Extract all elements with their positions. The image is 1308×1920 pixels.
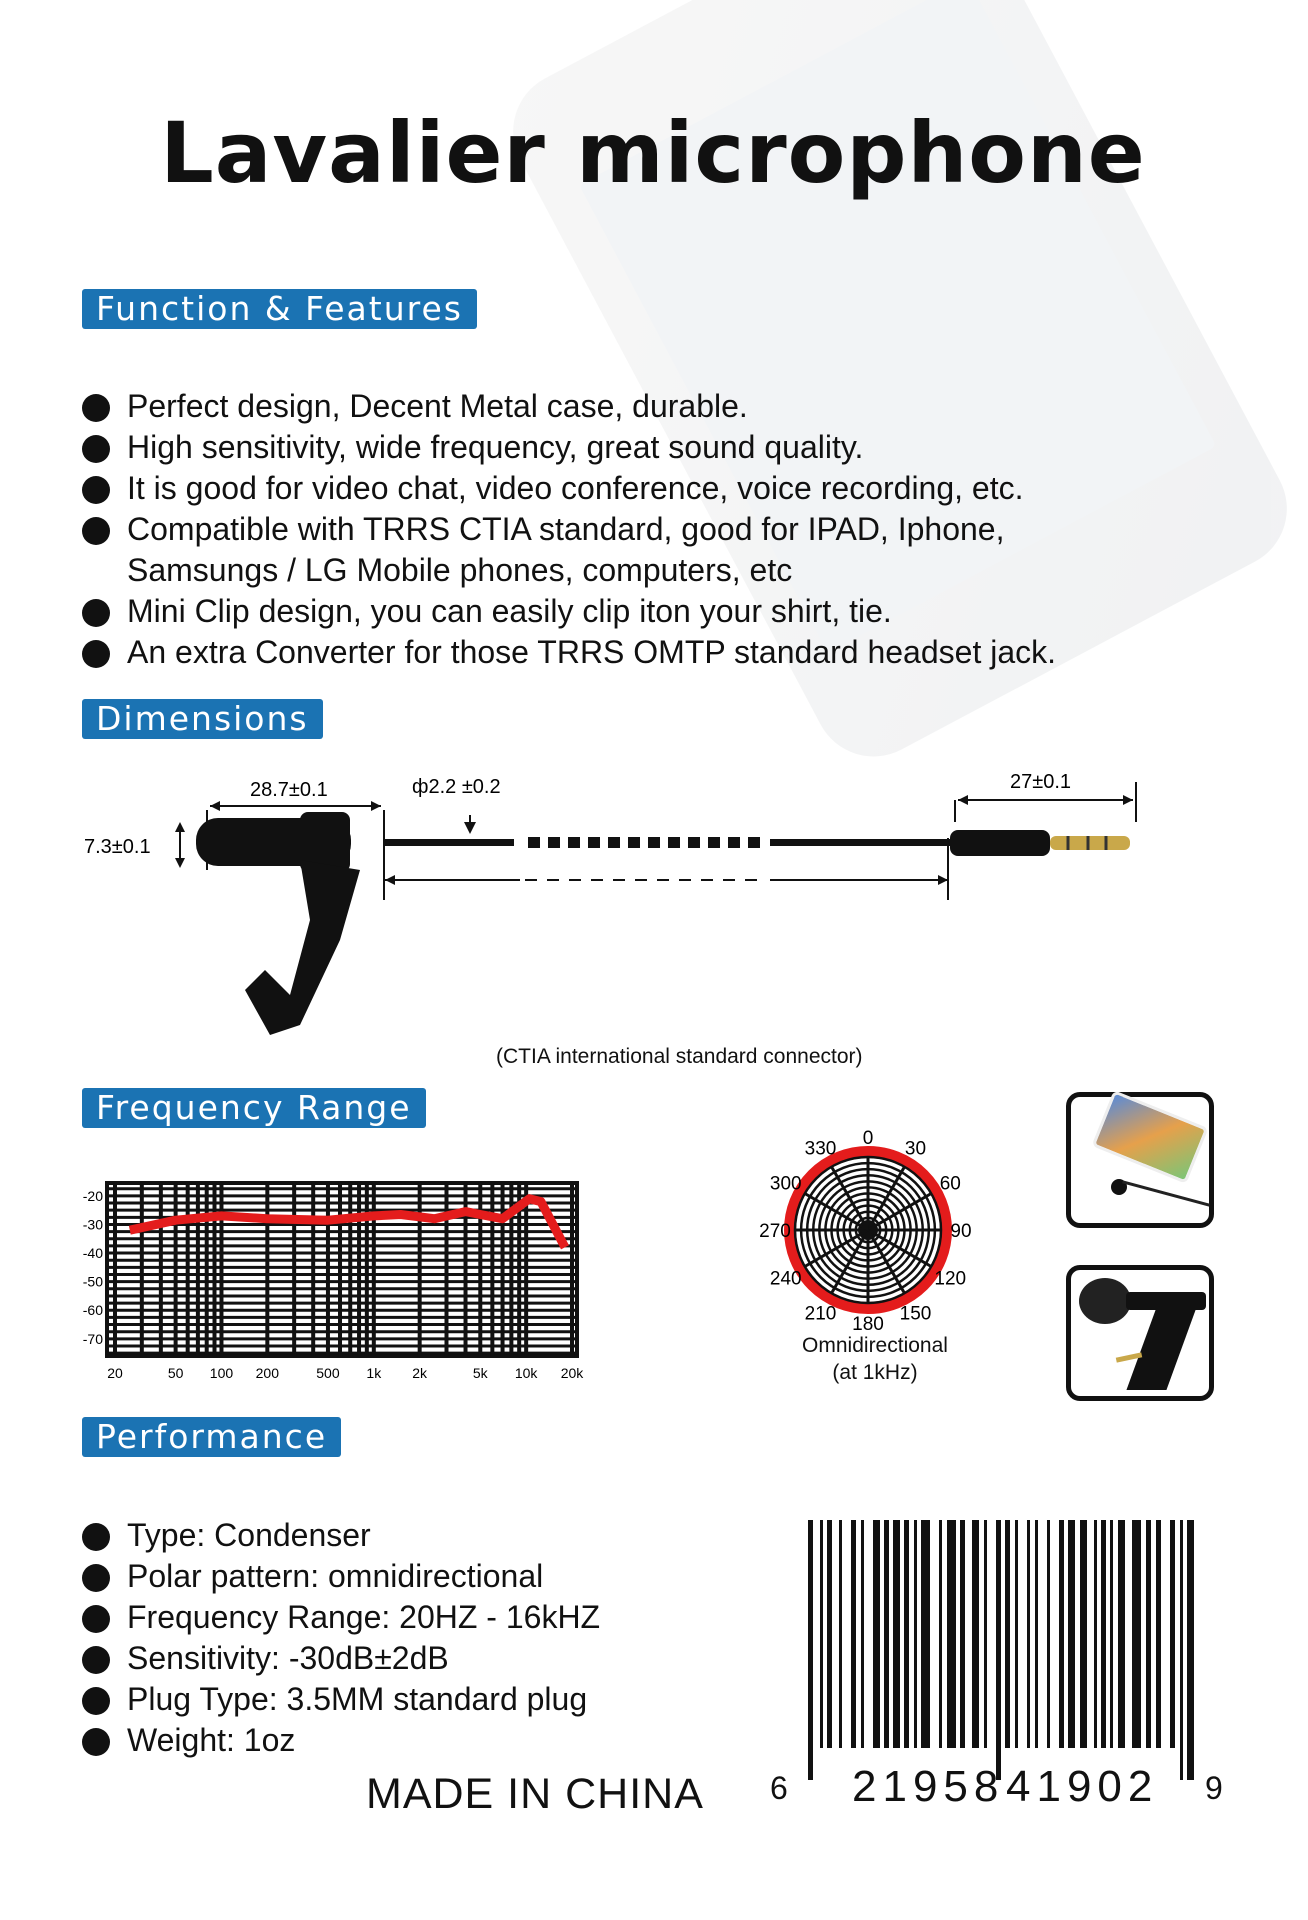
barcode-digit-first: 6	[770, 1770, 794, 1806]
cable-dash	[628, 837, 640, 848]
barcode-bar	[1080, 1520, 1087, 1748]
bullet-icon	[82, 1523, 110, 1551]
cable-dash	[548, 837, 560, 848]
section-performance-heading: Performance	[82, 1417, 341, 1457]
barcode-bar	[820, 1520, 823, 1748]
performance-list	[82, 1515, 600, 1761]
x-tick-label: 10k	[514, 1365, 538, 1381]
barcode-bar	[861, 1520, 864, 1748]
features-list	[82, 386, 1056, 673]
bullet-icon	[82, 1687, 110, 1715]
polar-angle-label: 120	[934, 1268, 967, 1290]
barcode-bar	[984, 1520, 987, 1748]
cable-dash	[748, 837, 760, 848]
list-item-text: Type: Condenser	[127, 1517, 371, 1553]
y-tick-label: -40	[82, 1245, 103, 1262]
page-title: Lavalier microphone	[160, 104, 1146, 202]
bullet-icon	[82, 517, 110, 545]
list-item-text: Sensitivity: -30dB±2dB	[127, 1640, 449, 1676]
cable-dash	[648, 837, 660, 848]
barcode-image	[800, 1520, 1200, 1788]
list-item	[82, 509, 1056, 591]
barcode-bar	[921, 1520, 930, 1748]
barcode-bar	[1005, 1520, 1010, 1748]
polar-label: Omnidirectional	[802, 1334, 948, 1357]
list-item	[82, 632, 1056, 673]
barcode-bar	[851, 1520, 856, 1748]
barcode-bar	[960, 1520, 965, 1748]
x-tick-label: 20k	[560, 1365, 584, 1381]
x-tick-label: 2k	[412, 1365, 428, 1381]
barcode-bar	[1118, 1520, 1125, 1748]
list-item-text: Compatible with TRRS CTIA standard, good for IPAD, Iphone, Samsungs / LG Mobile phones, computers, etc	[127, 511, 1005, 588]
barcode-bar	[1110, 1520, 1113, 1748]
barcode-bar	[996, 1520, 1001, 1780]
barcode-digits-right: 41902	[1006, 1762, 1159, 1811]
barcode-bar	[1132, 1520, 1141, 1748]
barcode-bar	[839, 1520, 842, 1748]
y-tick-label: -70	[82, 1330, 103, 1347]
x-tick-label: 20	[107, 1365, 123, 1381]
x-tick-label: 50	[167, 1365, 184, 1381]
y-tick-label: -50	[82, 1273, 103, 1290]
x-tick-label: 500	[316, 1365, 340, 1381]
polar-angle-label: 150	[899, 1303, 932, 1325]
product-photo-phone	[1066, 1092, 1214, 1228]
barcode-bar	[914, 1520, 917, 1748]
barcode-bar	[1146, 1520, 1151, 1748]
plug-length-label: 27±0.1	[1010, 771, 1072, 793]
barcode-bar	[1015, 1520, 1018, 1748]
section-frequency-heading: Frequency Range	[82, 1088, 426, 1128]
barcode-bar	[1047, 1520, 1050, 1748]
list-item	[82, 468, 1056, 509]
made-in-label: MADE IN CHINA	[366, 1770, 704, 1818]
barcode-bar	[1059, 1520, 1064, 1748]
barcode-bar	[904, 1520, 909, 1748]
list-item-text: It is good for video chat, video conference, voice recording, etc.	[127, 470, 1024, 506]
polar-angle-label: 90	[950, 1221, 972, 1242]
list-item-text: High sensitivity, wide frequency, great sound quality.	[127, 429, 864, 465]
polar-angle-label: 0	[862, 1128, 874, 1149]
barcode-bar	[1035, 1520, 1038, 1748]
polar-angle-label: 30	[904, 1138, 927, 1160]
x-tick-label: 100	[209, 1365, 234, 1381]
list-item-text: Frequency Range: 20HZ - 16kHZ	[127, 1599, 601, 1635]
cable-dash	[608, 837, 620, 848]
cable-dash	[588, 837, 600, 848]
barcode-bar	[939, 1520, 942, 1748]
barcode-bar	[1101, 1520, 1106, 1748]
barcode-bar	[1170, 1520, 1175, 1748]
dimension-diagram	[0, 760, 1306, 1060]
polar-angle-label: 180	[852, 1314, 884, 1335]
cable-dash	[668, 837, 680, 848]
frequency-response-chart	[0, 1150, 720, 1381]
y-tick-label: -20	[82, 1187, 103, 1204]
list-item-text: Mini Clip design, you can easily clip iton your shirt, tie.	[127, 593, 892, 629]
list-item-text: An extra Converter for those TRRS OMTP standard headset jack.	[127, 634, 1057, 670]
barcode-bar	[1187, 1520, 1194, 1780]
bullet-icon	[82, 599, 110, 627]
barcode-bar	[1027, 1520, 1030, 1748]
bullet-icon	[82, 476, 110, 504]
barcode-digit-last: 9	[1205, 1770, 1229, 1806]
section-features-heading: Function & Features	[82, 289, 477, 329]
barcode-bar	[1068, 1520, 1075, 1748]
bullet-icon	[82, 394, 110, 422]
bullet-icon	[82, 1728, 110, 1756]
list-item	[82, 386, 1056, 427]
list-item-text: Polar pattern: omnidirectional	[127, 1558, 544, 1594]
barcode-bar	[884, 1520, 889, 1748]
head-diameter-label: 7.3±0.1	[84, 836, 151, 858]
barcode-bar	[947, 1520, 956, 1748]
list-item	[82, 1597, 600, 1638]
list-item	[82, 427, 1056, 468]
list-item-text: Perfect design, Decent Metal case, durable.	[127, 388, 748, 424]
bullet-icon	[82, 640, 110, 668]
cable-dash	[708, 837, 720, 848]
x-tick-label: 200	[255, 1365, 280, 1381]
polar-angle-label: 240	[769, 1268, 802, 1290]
barcode-bar	[808, 1520, 813, 1780]
barcode-bar	[972, 1520, 979, 1748]
barcode-digits-left: 21958	[852, 1762, 1005, 1811]
bullet-icon	[82, 435, 110, 463]
barcode-bar	[873, 1520, 880, 1748]
cable-dash	[728, 837, 740, 848]
polar-sublabel: (at 1kHz)	[832, 1361, 918, 1384]
list-item-text: Plug Type: 3.5MM standard plug	[127, 1681, 588, 1717]
y-tick-label: -30	[82, 1216, 103, 1233]
list-item	[82, 1679, 600, 1720]
polar-angle-label: 300	[769, 1173, 802, 1195]
list-item	[82, 1556, 600, 1597]
list-item	[82, 1720, 600, 1761]
barcode-bar	[1180, 1520, 1183, 1780]
barcode-bar	[827, 1520, 832, 1748]
x-tick-label: 5k	[472, 1365, 488, 1381]
section-dimensions-heading: Dimensions	[82, 699, 323, 739]
barcode-bar	[1156, 1520, 1161, 1748]
cable-diameter-label: ф2.2 ±0.2	[412, 776, 501, 798]
product-photo-clip	[1066, 1265, 1214, 1401]
bullet-icon	[82, 1605, 110, 1633]
barcode-bar	[893, 1520, 900, 1748]
polar-angle-label: 210	[804, 1303, 837, 1325]
head-length-label: 28.7±0.1	[250, 779, 328, 801]
cable-dash	[568, 837, 580, 848]
bullet-icon	[82, 1646, 110, 1674]
bullet-icon	[82, 1564, 110, 1592]
list-item-text: Weight: 1oz	[127, 1722, 296, 1758]
connector-caption: (CTIA international standard connector)	[496, 1045, 863, 1068]
x-tick-label: 1k	[366, 1365, 382, 1381]
barcode-bar	[1094, 1520, 1097, 1748]
polar-angle-label: 330	[804, 1138, 837, 1160]
list-item	[82, 1515, 600, 1556]
cable-dash	[528, 837, 540, 848]
list-item	[82, 1638, 600, 1679]
polar-angle-label: 270	[759, 1221, 791, 1242]
cable-dash	[688, 837, 700, 848]
polar-angle-label: 60	[939, 1173, 961, 1195]
list-item	[82, 591, 1056, 632]
y-tick-label: -60	[82, 1302, 103, 1319]
